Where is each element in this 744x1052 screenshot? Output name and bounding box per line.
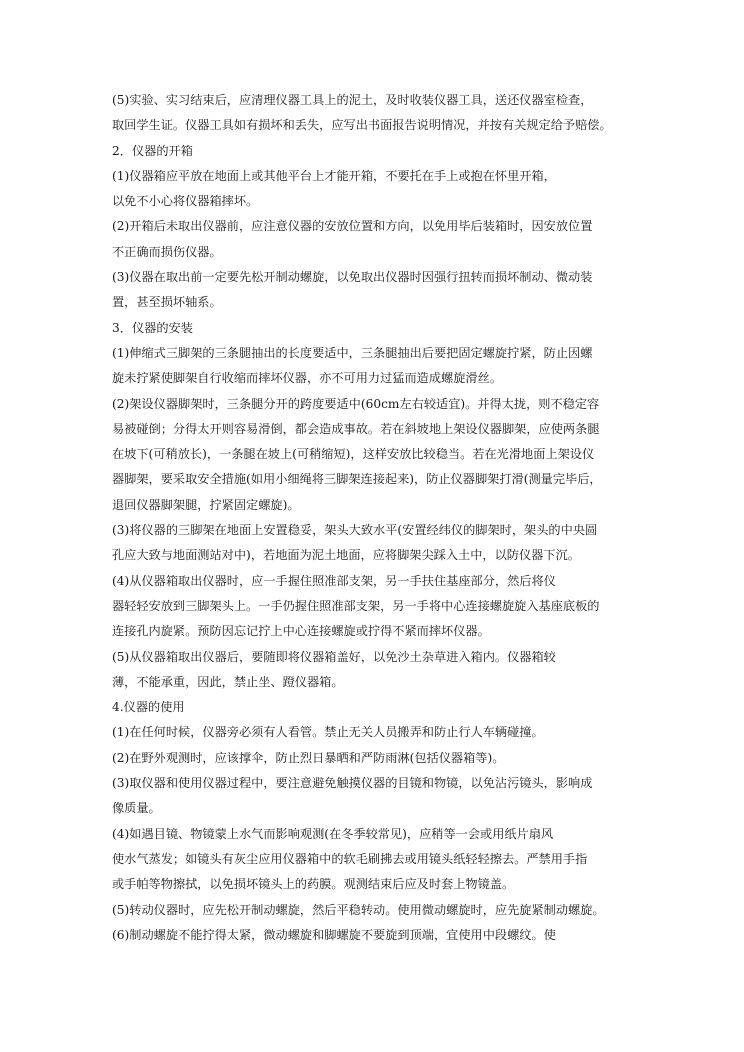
text-line: 3．仪器的安装	[112, 320, 193, 335]
text-line: (5)从仪器箱取出仪器后，要随即将仪器箱盖好，以免沙土杂草进入箱内。仪器箱较	[112, 649, 556, 664]
text-line: (3)取仪器和使用仪器过程中，要注意避免触摸仪器的目镜和物镜，以免沾污镜头，影响成	[112, 776, 593, 791]
text-line: 薄，不能承重，因此，禁止坐、蹬仪器箱。	[112, 674, 344, 689]
text-line: (5)转动仪器时，应先松开制动螺旋，然后平稳转动。使用微动螺旋时，应先旋紧制动螺旋。	[112, 902, 605, 917]
text-line: 置，甚至损坏轴系。	[112, 295, 222, 310]
text-line: 在坡下(可稍放长)，一条腿在坡上(可稍缩短)，这样安放比较稳当。若在光滑地面上架设仪	[112, 447, 595, 462]
text-line: 器轻轻安放到三脚架头上。一手仍握住照准部支架，另一手将中心连接螺旋旋入基座底板的	[112, 598, 600, 613]
text-line: 器脚架，要采取安全措施(如用小细绳将三脚架连接起来)，防止仪器脚架打滑(测量完毕后，	[112, 472, 602, 487]
text-line: (5)实验、实习结束后，应清理仪器工具上的泥土，及时收装仪器工具，送还仪器室检查，	[112, 93, 593, 107]
text-line: 或手帕等物擦拭，以免损坏镜头上的药膜。观测结束后应及时套上物镜盖。	[112, 877, 515, 892]
text-line: 取回学生证。仪器工具如有损坏和丢失，应写出书面报告说明情况，并按有关规定给予赔偿。	[112, 118, 612, 133]
text-line: 易被碰倒；分得太开则容易滑倒，都会造成事故。若在斜坡地上架设仪器脚架，应使两条腿	[112, 421, 600, 436]
text-line: (3)将仪器的三脚架在地面上安置稳妥，架头大致水平(安置经纬仪的脚架时，架头的中央圆	[112, 523, 598, 538]
text-line: (4)如遇目镜、物镜蒙上水气而影响观测(在冬季较常见)，应稍等一会或用纸片扇风	[112, 826, 554, 841]
text-line: (3)仪器在取出前一定要先松开制动螺旋，以免取出仪器时因强行扭转而损坏制动、微动装	[112, 270, 593, 285]
text-line: 连接孔内旋紧。预防因忘记拧上中心连接螺旋或拧得不紧而摔坏仪器。	[112, 624, 490, 639]
text-line: (4)从仪器箱取出仪器时，应一手握住照准部支架，另一手扶住基座部分，然后将仪	[112, 573, 556, 588]
text-line: 以免不小心将仪器箱摔坏。	[112, 194, 259, 209]
text-line: (2)开箱后未取出仪器前，应注意仪器的安放位置和方向，以免用毕后装箱时，因安放位置	[112, 219, 593, 234]
text-line: 孔应大致与地面测站对中)，若地面为泥土地面，应将脚架尖踩入土中，以防仪器下沉。	[112, 548, 580, 563]
text-line: 4.仪器的使用	[112, 700, 185, 715]
text-line: (6)制动螺旋不能拧得太紧，微动螺旋和脚螺旋不要旋到顶端，宜使用中段螺纹。使	[112, 927, 556, 942]
text-line: 像质量。	[112, 801, 161, 816]
text-line: 使水气蒸发；如镜头有灰尘应用仪器箱中的软毛刷拂去或用镜头纸轻轻擦去。严禁用手指	[112, 851, 588, 866]
text-line: (1)伸缩式三脚架的三条腿抽出的长度要适中，三条腿抽出后要把固定螺旋拧紧，防止因螺	[112, 345, 593, 360]
text-line: 旋未拧紧使脚架自行收缩而摔坏仪器，亦不可用力过猛而造成螺旋滑丝。	[112, 371, 502, 386]
text-line: (1)在任何时候，仪器旁必须有人看管。禁止无关人员搬弄和防止行人车辆碰撞。	[112, 725, 544, 740]
text-line: (2)架设仪器脚架时，三条腿分开的跨度要适中(60cm左右较适宜)。并得太拢，则不稳定容	[112, 396, 600, 411]
text-line: (2)在野外观测时，应该撑伞，防止烈日暴晒和严防雨淋(包括仪器箱等)。	[112, 750, 505, 765]
text-line: 退回仪器脚架腿，拧紧固定螺旋)。	[112, 497, 300, 512]
document-body	[112, 88, 642, 948]
text-line: 2．仪器的开箱	[112, 143, 193, 158]
text-line: (1)仪器箱应平放在地面上或其他平台上才能开箱，不要托在手上或抱在怀里开箱，	[112, 168, 556, 183]
text-line: 不正确而损伤仪器。	[112, 244, 222, 259]
